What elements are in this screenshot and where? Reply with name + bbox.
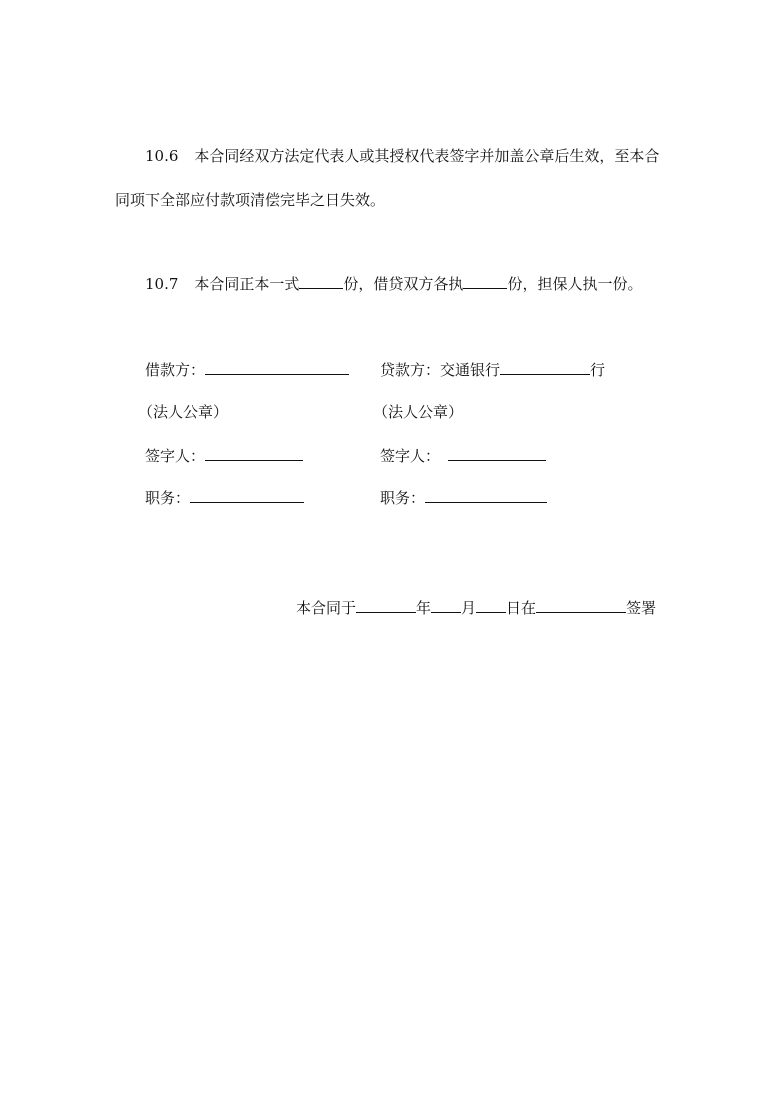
clause-10-7-text-b: 份，借贷双方各执 xyxy=(343,275,464,293)
borrower-signer-label: 签字人： xyxy=(145,447,206,465)
lender-branch-blank[interactable] xyxy=(500,360,590,375)
clause-10-7-text-a: 本合同正本一式 xyxy=(194,275,300,293)
signing-year-label: 年 xyxy=(416,599,432,617)
signing-day-at-label: 日在 xyxy=(506,599,537,617)
lender-title-blank[interactable] xyxy=(425,488,547,503)
lender-signer-blank[interactable] xyxy=(448,446,546,461)
lender-title-line xyxy=(380,488,547,508)
borrower-label: 借款方： xyxy=(145,361,206,379)
clause-10-7-number: 10.7 xyxy=(145,275,179,293)
copies-each-blank[interactable] xyxy=(463,274,507,289)
borrower-title-line xyxy=(145,488,304,508)
borrower-seal: （法人公章） xyxy=(138,403,229,421)
borrower-name-blank[interactable] xyxy=(205,360,349,375)
clause-10-7 xyxy=(145,274,642,294)
lender-signer-line xyxy=(380,446,546,466)
borrower-signer-line xyxy=(145,446,303,466)
clause-10-6-number: 10.6 xyxy=(145,147,179,165)
clause-10-6-line2: 同项下全部应付款项清偿完毕之日失效。 xyxy=(115,191,386,209)
copies-total-blank[interactable] xyxy=(299,274,343,289)
lender-seal: （法人公章） xyxy=(373,403,464,421)
signing-month-label: 月 xyxy=(461,599,477,617)
signing-month-blank[interactable] xyxy=(431,598,461,613)
signing-line xyxy=(296,598,656,618)
lender-suffix: 行 xyxy=(590,361,606,379)
signing-signed-label: 签署 xyxy=(626,599,657,617)
signing-place-blank[interactable] xyxy=(536,598,626,613)
signing-prefix: 本合同于 xyxy=(296,599,357,617)
borrower-line xyxy=(145,360,349,380)
clause-10-6-line1 xyxy=(145,146,659,166)
lender-line xyxy=(380,360,605,380)
lender-title-label: 职务： xyxy=(380,489,426,507)
lender-signer-label: 签字人： xyxy=(380,447,441,465)
borrower-title-label: 职务： xyxy=(145,489,191,507)
signing-day-blank[interactable] xyxy=(476,598,506,613)
lender-label: 贷款方：交通银行 xyxy=(380,361,501,379)
borrower-signer-blank[interactable] xyxy=(205,446,303,461)
borrower-title-blank[interactable] xyxy=(190,488,304,503)
signing-year-blank[interactable] xyxy=(356,598,416,613)
clause-10-6-text-line1: 本合同经双方法定代表人或其授权代表签字并加盖公章后生效，至本合 xyxy=(194,147,660,165)
clause-10-7-text-c: 份，担保人执一份。 xyxy=(507,275,643,293)
